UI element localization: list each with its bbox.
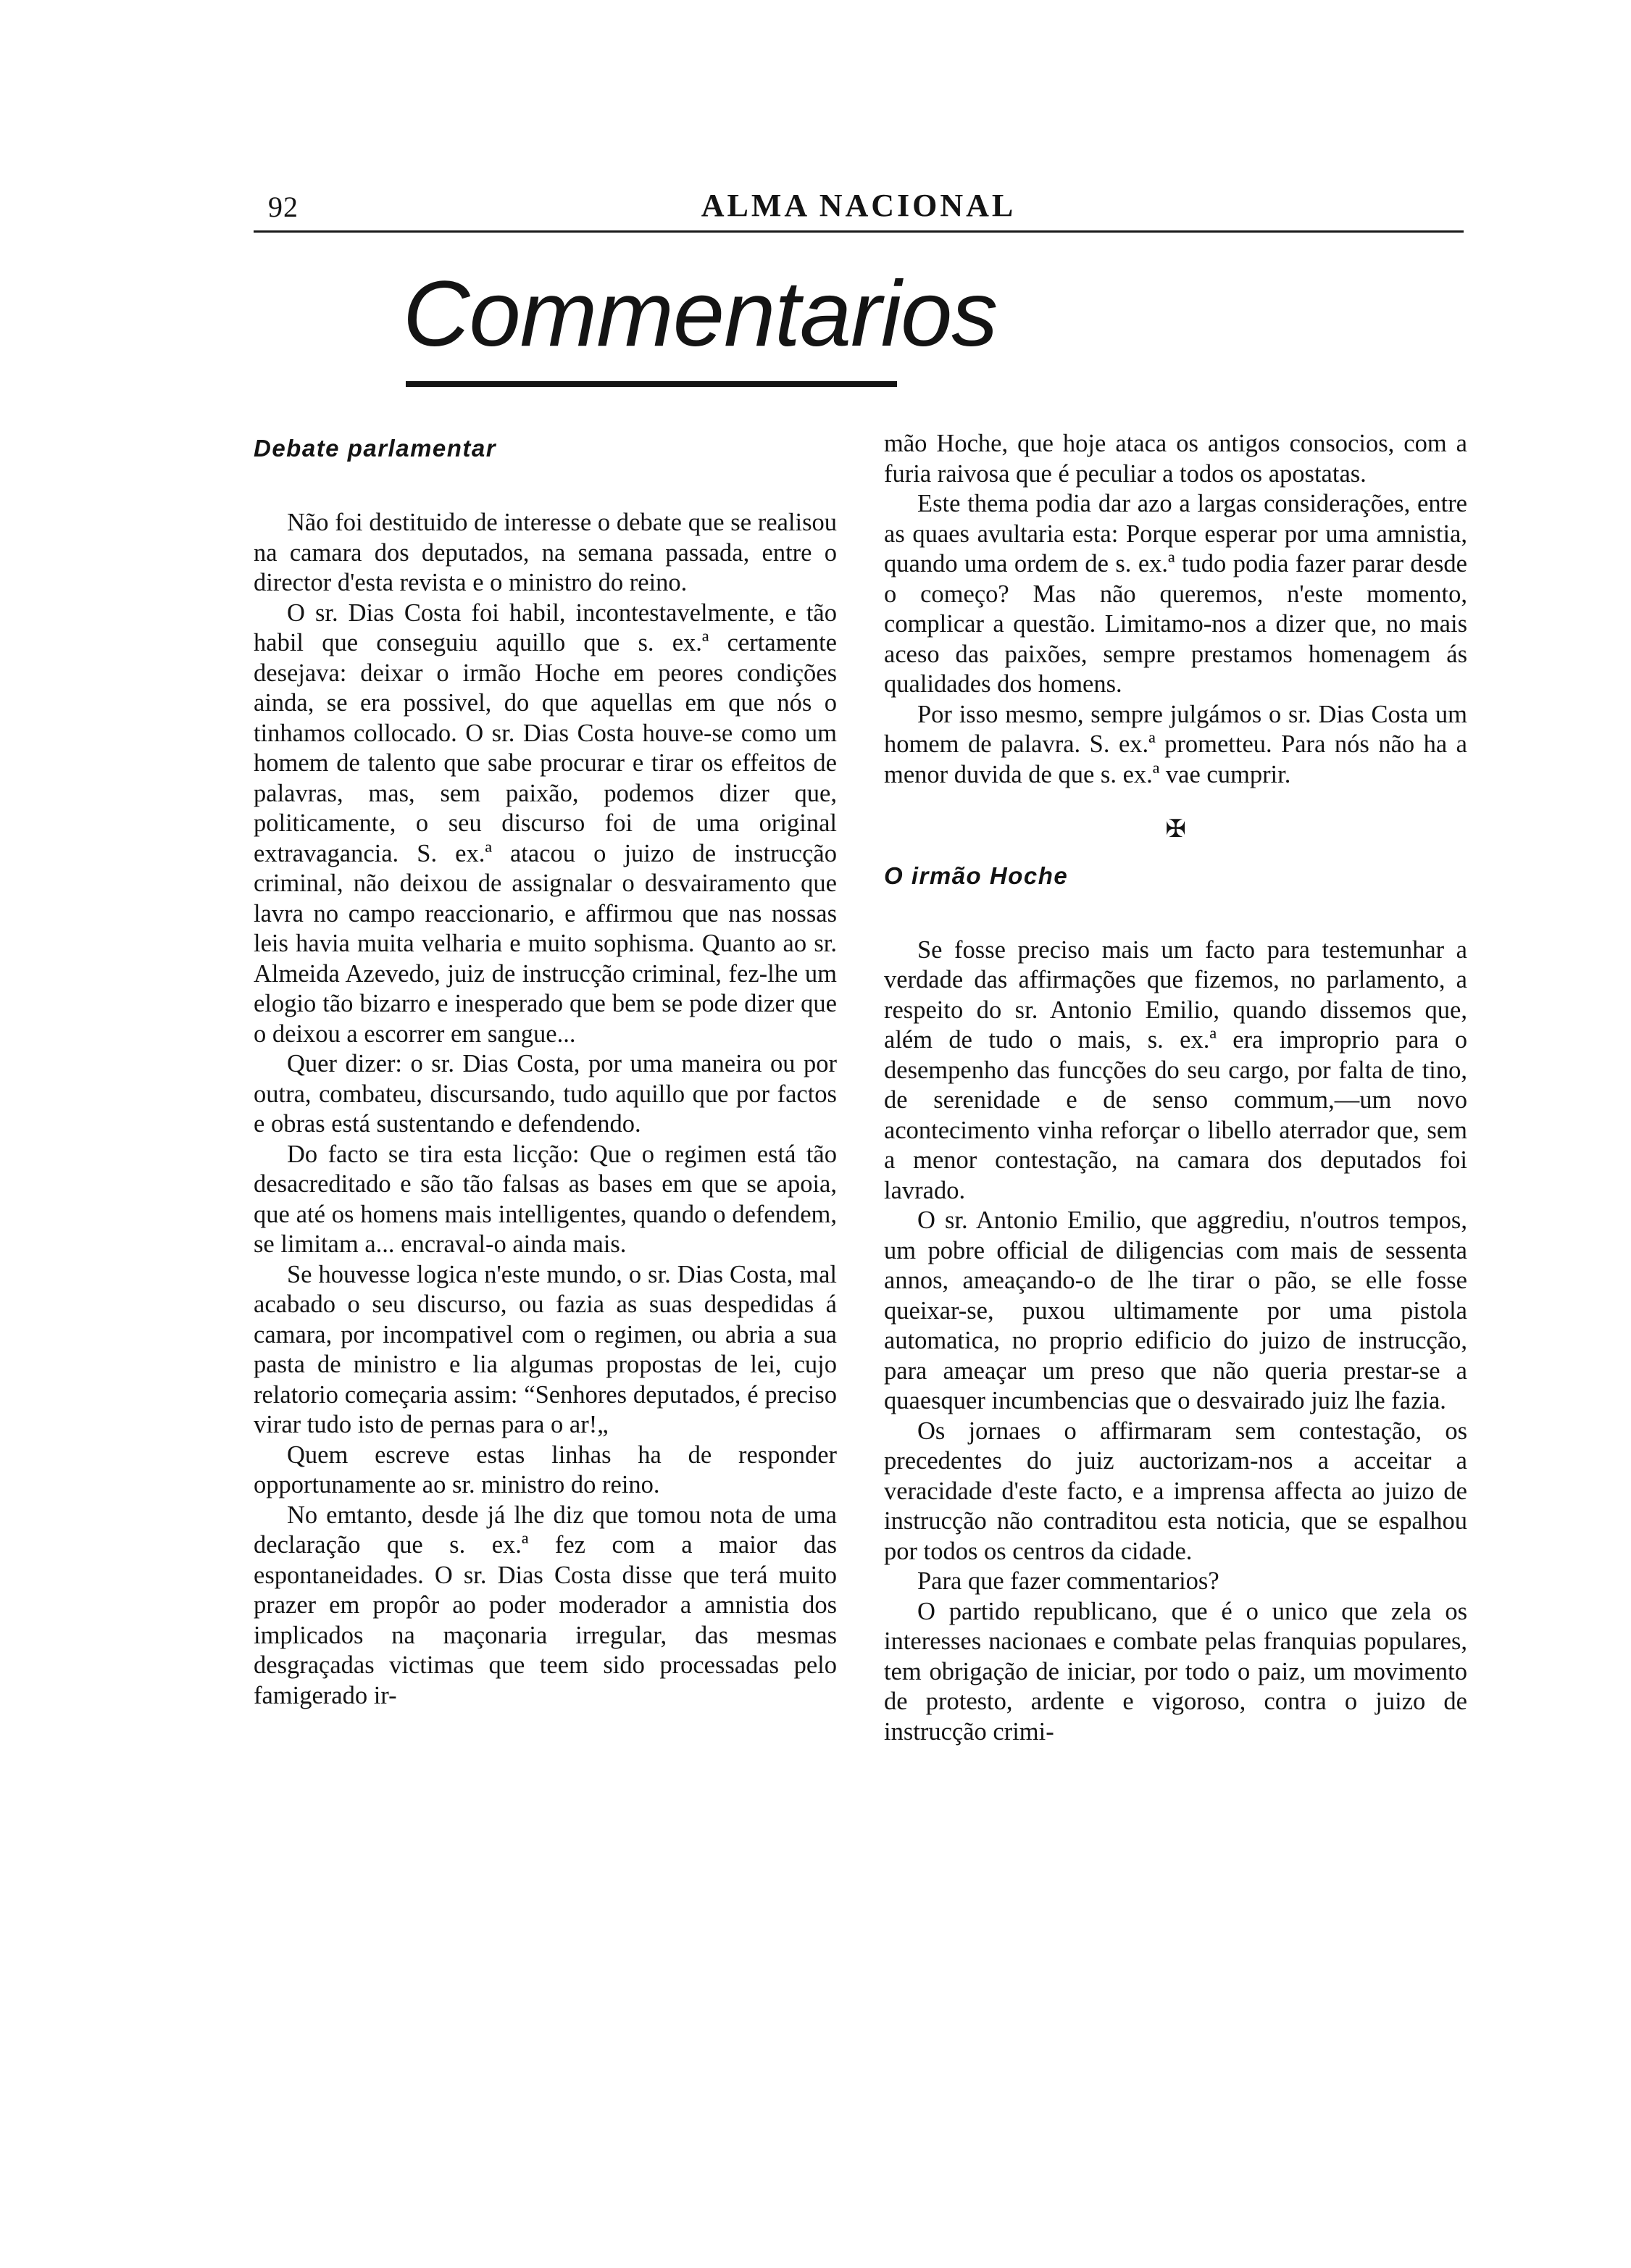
paragraph: Do facto se tira esta licção: Que o regimen está tão desacreditado e são tão falsas as bases em que se apoia, que até os homens mais intelligentes, quando o defendem, se limitam a... encraval-o ainda mais. bbox=[254, 1140, 837, 1258]
section-heading-hoche: O irmão Hoche bbox=[884, 862, 1069, 889]
paragraph: Não foi destituido de interesse o debate que se realisou na camara dos deputados, na semana passada, entre o director d'esta revista e o ministro do reino. bbox=[254, 509, 837, 596]
page-header bbox=[254, 183, 1464, 233]
right-column bbox=[884, 429, 1467, 1747]
heading-spacer bbox=[254, 463, 837, 508]
paragraph-continuation: mão Hoche, que hoje ataca os antigos consocios, com a furia raivosa que é peculiar a todos os apostatas. bbox=[884, 430, 1467, 488]
paragraph: Por isso mesmo, sempre julgámos o sr. Dias Costa um homem de palavra. S. ex.ª prometteu. Para nós não ha a menor duvida de que s. ex.ª vae cumprir. bbox=[884, 700, 1467, 788]
paragraph: Este thema podia dar azo a largas considerações, entre as quaes avultaria esta: Porque esperar por uma amnistia, quando uma ordem de s. ex.ª tudo podia fazer parar desde o começo? Mas não queremos, n'este momento, complicar a questão. Limitamo-nos a dizer que, no mais aceso das paixões, sempre prestamos homenagem ás qualidades dos homens. bbox=[884, 490, 1467, 698]
paragraph: Quem escreve estas linhas ha de responder opportunamente ao sr. ministro do reino. bbox=[254, 1441, 837, 1498]
paragraph: O partido republicano, que é o unico que zela os interesses nacionaes e combate pelas franquias populares, tem obrigação de iniciar, por todo o paiz, um movimento de protesto, ardente e vigoroso, contra o juizo de instrucção crimi- bbox=[884, 1597, 1467, 1746]
paragraph: Para que fazer commentarios? bbox=[917, 1567, 1219, 1595]
left-column bbox=[254, 429, 837, 1711]
page-number: 92 bbox=[268, 191, 299, 223]
article-title: Commentarios bbox=[403, 262, 998, 366]
paragraph: O sr. Dias Costa foi habil, incontestavelmente, e tão habil que conseguiu aquillo que s. ex.ª certamente desejava: deixar o irmão Hoche em peores condições ainda, se era possivel, do que aquellas em que nós o tinhamos collocado. O sr. Dias Costa houve-se como um homem de talento que sabe procurar e tirar os effeitos de palavras, mas, sem paixão, podemos dizer que, politicamente, o seu discurso foi de uma original extravagancia. S. ex.ª atacou o juizo de instrucção criminal, não deixou de assignalar o desvairamento que lavra no campo reaccionario, e affirmou que nas nossas leis havia muita velharia e muito sophisma. Quanto ao sr. Almeida Azevedo, juiz de instrucção criminal, fez-lhe um elogio tão bizarro e inesperado que bem se pode dizer que o deixou a escorrer em sangue... bbox=[254, 599, 837, 1048]
paragraph: O sr. Antonio Emilio, que aggrediu, n'outros tempos, um pobre official de diligencias com mais de sessenta annos, ameaçando-o de lhe tirar o pão, se elle fosse queixar-se, puxou ultimamente por uma pistola automatica, no proprio edificio do juizo de instrucção, para ameaçar um preso que não queria prestar-se a quaesquer incumbencias que o desvairado juiz lhe fazia. bbox=[884, 1206, 1467, 1414]
paragraph: Os jornaes o affirmaram sem contestação, os precedentes do juiz auctorizam-nos a acceitar a veracidade d'este facto, e a imprensa affecta ao juizo de instrucção não contraditou esta noticia, que se espalhou por todos os centros da cidade. bbox=[884, 1417, 1467, 1565]
title-underline bbox=[406, 381, 897, 387]
section-ornament-icon: ✠ bbox=[1165, 814, 1186, 843]
paragraph: No emtanto, desde já lhe diz que tomou nota de uma declaração que s. ex.ª fez com a maior das espontaneidades. O sr. Dias Costa disse que terá muito prazer em propôr ao poder moderador a amnistia dos implicados na maçonaria irregular, das mesmas desgraçadas victimas que teem sido processadas pelo famigerado ir- bbox=[254, 1501, 837, 1709]
paragraph: Quer dizer: o sr. Dias Costa, por uma maneira ou por outra, combateu, discursando, tudo aquillo que por factos e obras está sustentando e defendendo. bbox=[254, 1050, 837, 1138]
paragraph: Se houvesse logica n'este mundo, o sr. Dias Costa, mal acabado o seu discurso, ou fazia as suas despedidas á camara, por incompativel com o regimen, ou abria a sua pasta de ministro e lia algumas propostas de lei, cujo relatorio começaria assim: “Senhores deputados, é preciso virar tudo isto de pernas para o ar!„ bbox=[254, 1260, 837, 1438]
running-title: ALMA NACIONAL bbox=[701, 188, 1017, 223]
paragraph: Se fosse preciso mais um facto para testemunhar a verdade das affirmações que fizemos, no parlamento, a respeito do sr. Antonio Emilio, quando dissemos que, além de tudo o mais, s. ex.ª era improprio para o desempenho das funcções do seu cargo, por falta de tino, de serenidade e de senso commum,—um novo acontecimento vinha reforçar o libello aterrador que, sem a menor contestação, na camara dos deputados foi lavrado. bbox=[884, 935, 1467, 1204]
section-heading-debate: Debate parlamentar bbox=[254, 435, 497, 462]
heading-spacer bbox=[884, 891, 1467, 935]
